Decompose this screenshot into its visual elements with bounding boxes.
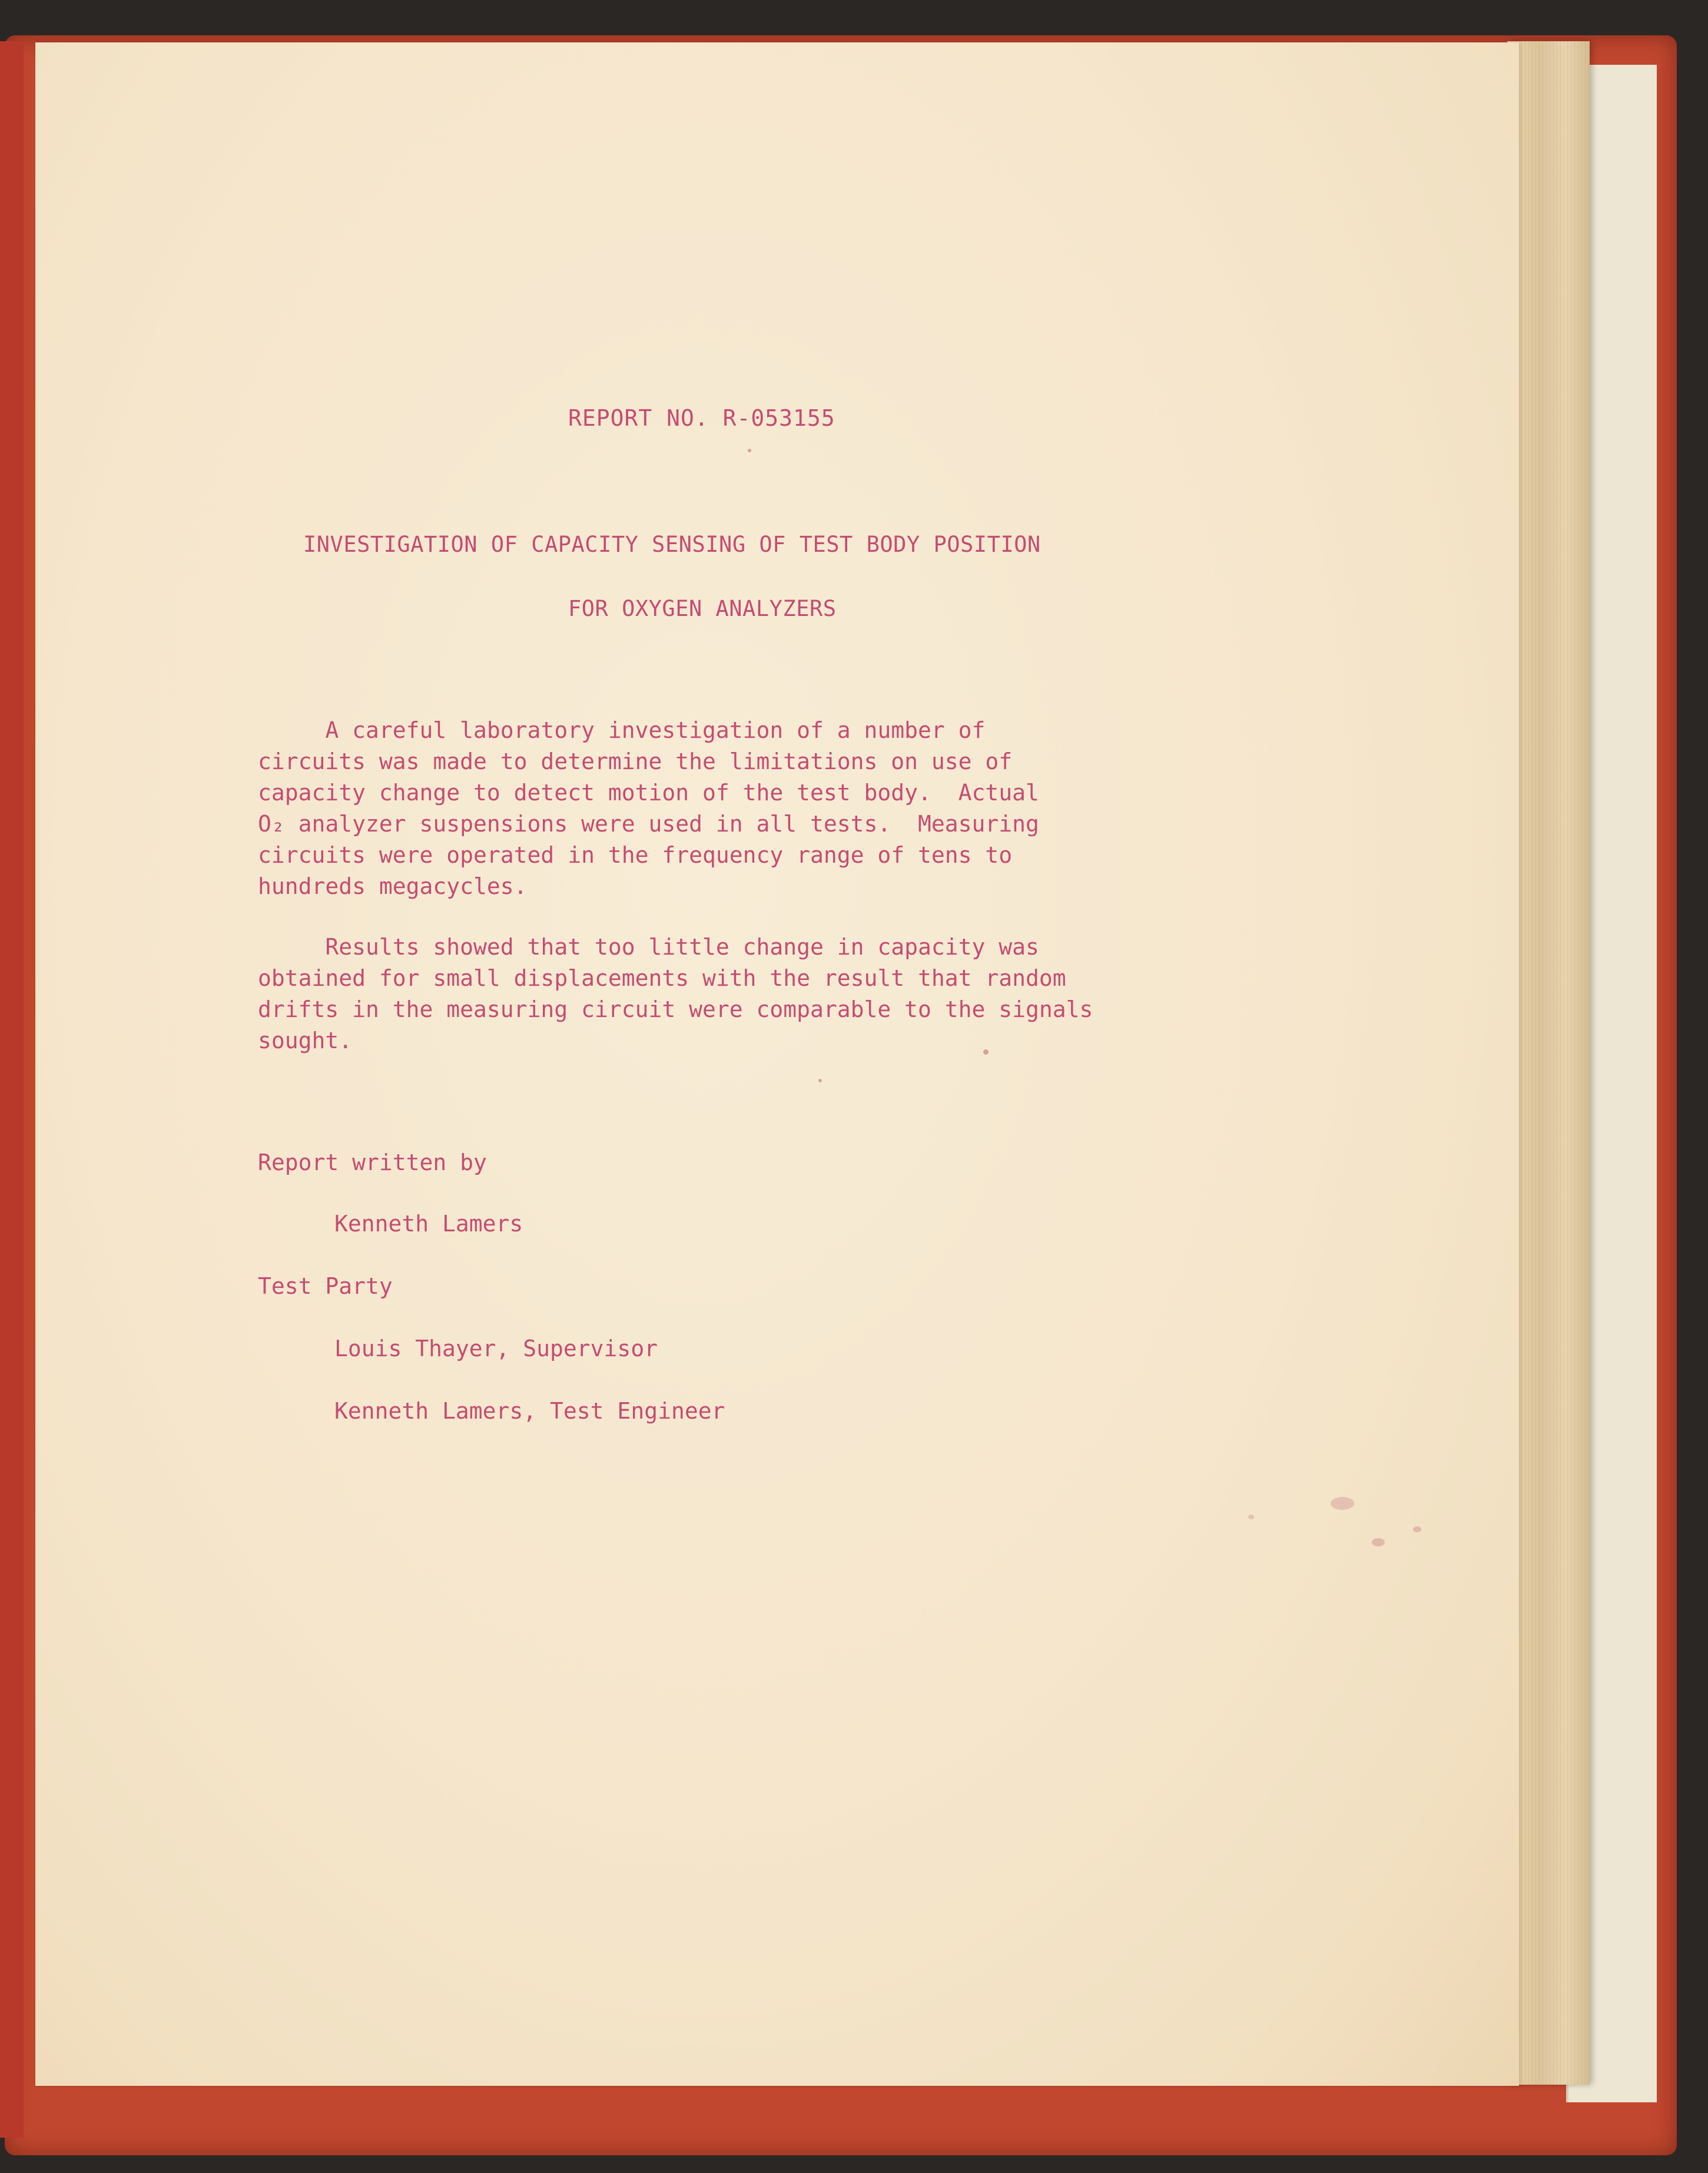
ink-speck <box>1331 1497 1354 1510</box>
abstract-paragraph-1: A careful laboratory investigation of a number of circuits was made to determine the limitations on use of capacity change to detect motion of the test body. Actual O₂ analyzer suspensions were used in all tests. Measuring circuits were operated in the frequency range of tens to hundreds megacycles. <box>258 717 1039 899</box>
test-party-member-2: Kenneth Lamers, Test Engineer <box>334 1398 725 1424</box>
ink-speck <box>1248 1515 1254 1519</box>
test-party-label: Test Party <box>258 1273 393 1299</box>
ink-speck <box>1413 1526 1421 1532</box>
ink-speck <box>983 1049 989 1055</box>
abstract-paragraph-2: Results showed that too little change in capacity was obtained for small displacements with the result that random drifts in the measuring circuit were comparable to the signals sought. <box>258 934 1093 1054</box>
test-party-member-1: Louis Thayer, Supervisor <box>334 1336 658 1362</box>
ink-speck <box>1372 1538 1385 1546</box>
report-number: REPORT NO. R-053155 <box>568 405 835 431</box>
report-title-line-2: FOR OXYGEN ANALYZERS <box>568 596 837 621</box>
page-stack-edge <box>1507 41 1590 2085</box>
ink-speck <box>818 1079 822 1082</box>
document-page <box>35 42 1519 2086</box>
written-by-label: Report written by <box>258 1150 487 1175</box>
report-title-line-1: INVESTIGATION OF CAPACITY SENSING OF TEST BODY POSITION <box>303 532 1041 557</box>
written-by-name: Kenneth Lamers <box>334 1211 523 1237</box>
binder-spine-edge <box>0 41 24 2138</box>
ink-speck <box>748 449 751 452</box>
